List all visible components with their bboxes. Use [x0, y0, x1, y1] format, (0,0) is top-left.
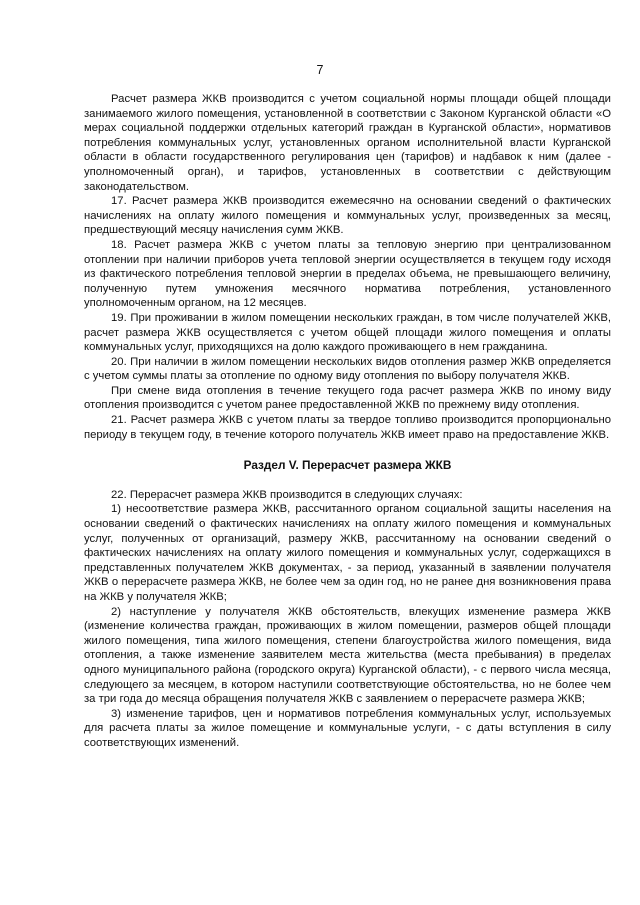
document-body [84, 92, 611, 751]
paragraph-22-item-2: 2) наступление у получателя ЖКВ обстоятельств, влекущих изменение размера ЖКВ (изменение количества граждан, проживающих в жилом помещении, размеров общей площади жилого помещения, типа жилого помещения, степени благоустройства жилого помещения, вида отопления, а также изменение заявителем места жительства (места пребывания) в пределах одного муниципального района (городского округа) Курганской области), - с первого числа месяца, следующего за месяцем, в котором наступили соответствующие обстоятельства, но не более чем за три года до месяца обращения получателя ЖКВ с заявлением о перерасчете размера ЖКВ; [84, 605, 611, 706]
paragraph-22-item-1: 1) несоответствие размера ЖКВ, рассчитанного органом социальной защиты населения на основании сведений о фактических начислениях на оплату жилого помещения и коммунальных услуг, полученных от организаций, размеру ЖКВ, рассчитанному на основании сведений о фактических начислениях на оплату жилого помещения и коммунальных услуг, содержащихся в представленных получателем ЖКВ документах, - за период, указанный в заявлении получателя ЖКВ о перерасчете размера ЖКВ, не более чем за один год, но не ранее дня возникновения права на ЖКВ у получателя ЖКВ; [84, 503, 611, 603]
paragraph-22: 22. Перерасчет размера ЖКВ производится в следующих случаях: [111, 488, 463, 501]
paragraph-20-heating-change: При смене вида отопления в течение текущего года расчет размера ЖКВ по иному виду отопления производится с учетом ранее предоставленной ЖКВ по прежнему виду отопления. [84, 384, 611, 412]
paragraph-20: 20. При наличии в жилом помещении нескольких видов отопления размер ЖКВ определяется с учетом суммы платы за отопление по одному виду отопления по выбору получателя ЖКВ. [84, 355, 611, 383]
paragraph-19: 19. При проживании в жилом помещении нескольких граждан, в том числе получателей ЖКВ, расчет размера ЖКВ осуществляется с учетом общей площади жилого помещения и оплаты коммунальных услуг, приходящихся на долю каждого проживающего в нем гражданина. [84, 311, 611, 354]
paragraph-21: 21. Расчет размера ЖКВ с учетом платы за твердое топливо производится пропорционально периоду в текущем году, в течение которого получатель ЖКВ имеет право на предоставление ЖКВ. [84, 414, 611, 441]
paragraph-22-item-3: 3) изменение тарифов, цен и нормативов потребления коммунальных услуг, используемых для расчета платы за жилое помещение и коммунальные услуги, - с даты вступления в силу соответствующих изменений. [84, 707, 611, 749]
paragraph-norms-basis: Расчет размера ЖКВ производится с учетом социальной нормы площади общей площади занимаемого жилого помещения, установленной в соответствии с Законом Курганской области «О мерах социальной поддержки отдельных категорий граждан в Курганской области», нормативов потребления коммунальных услуг, установленных органом исполнительной власти Курганской области в области государственного регулирования цен (тарифов) и надбавок к ним (далее - уполномоченный орган), и тарифов, установленных в соответствии с действующим законодательством. [84, 93, 611, 193]
section-heading: Раздел V. Перерасчет размера ЖКВ [243, 458, 452, 473]
paragraph-18: 18. Расчет размера ЖКВ с учетом платы за тепловую энергию при централизованном отоплении при наличии приборов учета тепловой энергии осуществляется в текущем году исходя из фактического потребления тепловой энергии в пределах объема, не превышающего величину, полученную путем умножения месячного норматива потребления, установленного уполномоченным органом, на 12 месяцев. [84, 238, 611, 310]
page-number: 7 [316, 63, 324, 77]
paragraph-17: 17. Расчет размера ЖКВ производится ежемесячно на основании сведений о фактических начислениях на оплату жилого помещения и коммунальных услуг, произведенных за месяц, предшествующий месяцу начисления сумм ЖКВ. [84, 195, 611, 237]
